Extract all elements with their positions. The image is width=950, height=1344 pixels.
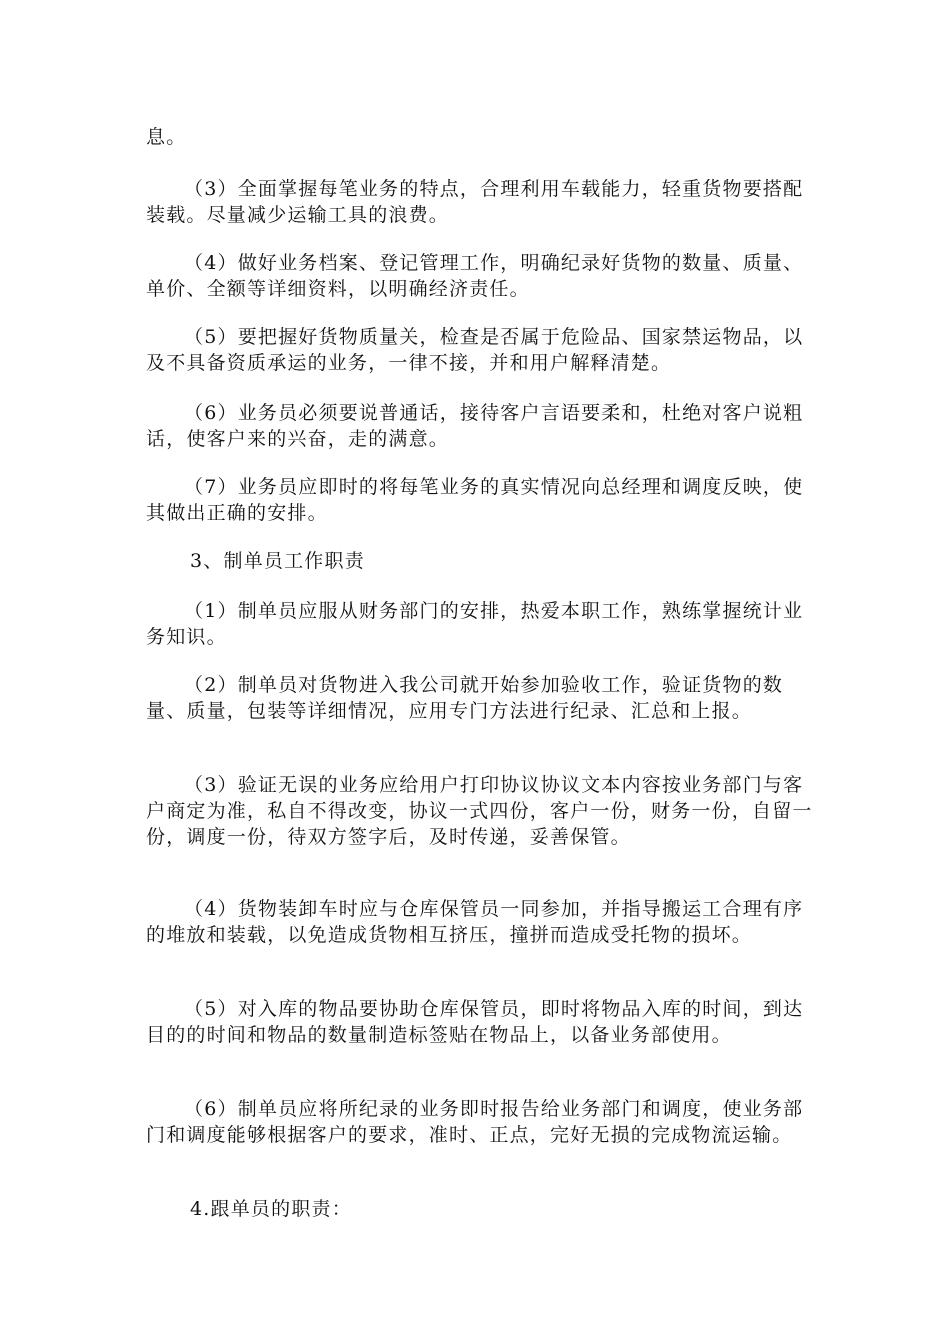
paragraph-salesman-item-7: （7）业务员应即时的将每笔业务的真实情况向总经理和调度反映，使其做出正确的安排。 — [146, 476, 804, 524]
paragraph-clerk-item-3: （3）验证无误的业务应给用户打印协议协议文本内容按业务部门与客户商定为准，私自不得改变，协议一式四份，客户一份，财务一份，自留一份，调度一份，待双方签字后，及时传递，妥善保管。 — [146, 774, 813, 848]
paragraph-continuation: 息。 — [146, 126, 187, 148]
paragraph-clerk-item-5: （5）对入库的物品要协助仓库保管员，即时将物品入库的时间，到达目的的时间和物品的数量制造标签贴在物品上，以备业务部使用。 — [146, 998, 804, 1046]
paragraph-clerk-item-6: （6）制单员应将所纪录的业务即时报告给业务部门和调度，使业务部门和调度能够根据客户的要求，准时、正点，完好无损的完成物流运输。 — [146, 1098, 804, 1146]
section-heading-order-follower: 4.跟单员的职责： — [190, 1198, 352, 1220]
paragraph-salesman-item-6: （6）业务员必须要说普通话，接待客户言语要柔和，杜绝对客户说粗话，使客户来的兴奋，走的满意。 — [146, 402, 804, 450]
paragraph-salesman-item-5: （5）要把握好货物质量关，检查是否属于危险品、国家禁运物品，以及不具备资质承运的业务，一律不接，并和用户解释清楚。 — [146, 326, 804, 374]
section-heading-document-clerk: 3、制单员工作职责 — [190, 550, 365, 572]
paragraph-clerk-item-1: （1）制单员应服从财务部门的安排，热爱本职工作，熟练掌握统计业务知识。 — [146, 600, 804, 648]
paragraph-clerk-item-4: （4）货物装卸车时应与仓库保管员一同参加，并指导搬运工合理有序的堆放和装载，以免造成货物相互挤压，撞拼而造成受托物的损坏。 — [146, 898, 804, 946]
paragraph-clerk-item-2: （2）制单员对货物进入我公司就开始参加验收工作，验证货物的数量、质量，包装等详细情况，应用专门方法进行纪录、汇总和上报。 — [146, 674, 784, 722]
paragraph-salesman-item-3: （3）全面掌握每笔业务的特点，合理利用车载能力，轻重货物要搭配装载。尽量减少运输工具的浪费。 — [146, 178, 804, 226]
paragraph-salesman-item-4: （4）做好业务档案、登记管理工作，明确纪录好货物的数量、质量、单价、全额等详细资料，以明确经济责任。 — [146, 252, 804, 300]
